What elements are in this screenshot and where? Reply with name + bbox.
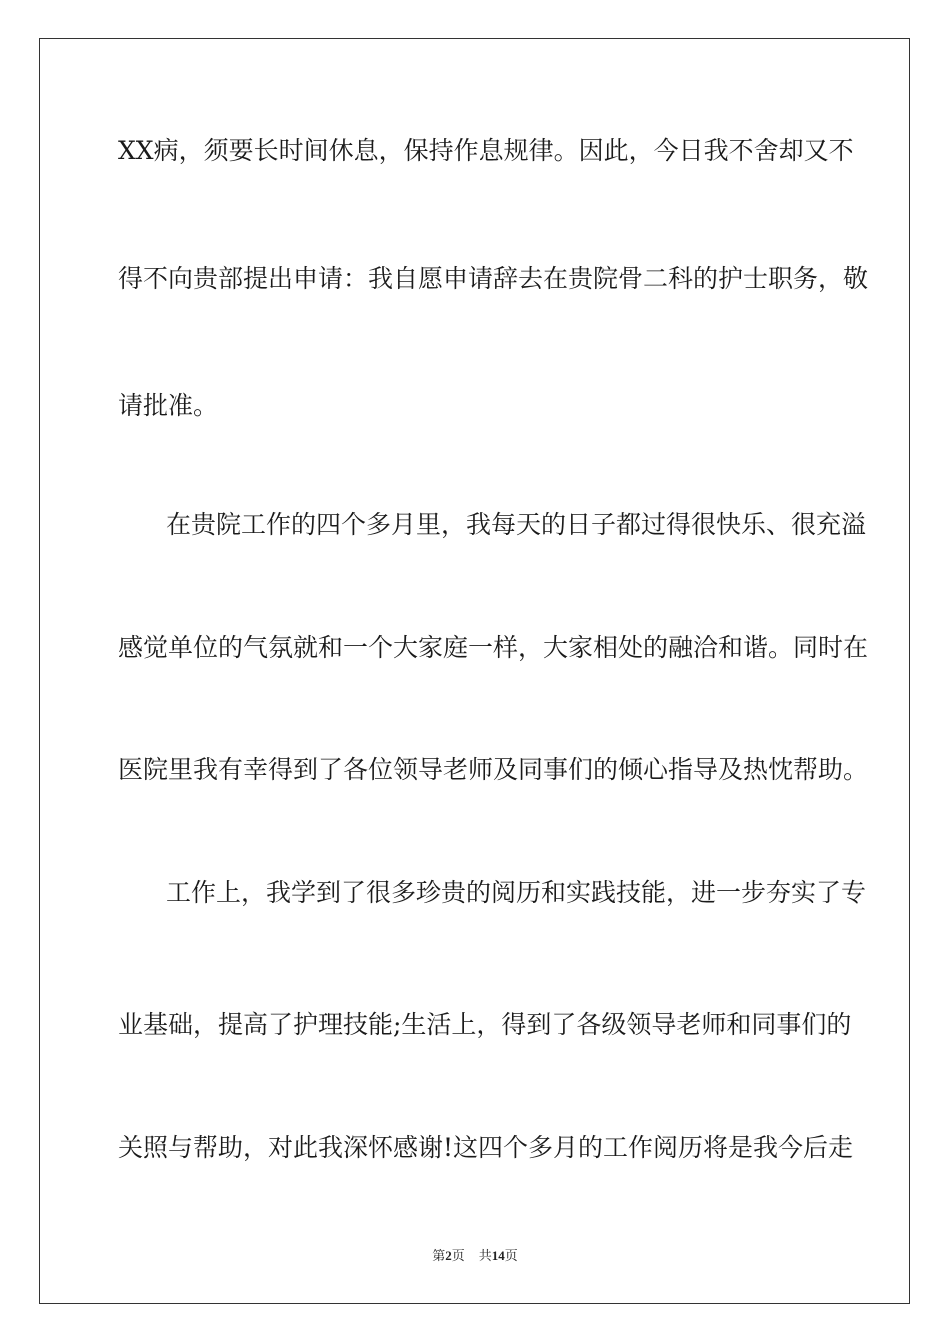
footer-page-suffix: 页 <box>451 1248 465 1263</box>
text-line-2: 得不向贵部提出申请：我自愿申请辞去在贵院骨二科的护士职务，敬 <box>118 264 869 293</box>
page-footer <box>0 1248 950 1264</box>
page-border <box>39 38 910 1304</box>
footer-page-number: 2 <box>445 1248 452 1263</box>
text-line-8: 业基础，提高了护理技能;生活上，得到了各级领导老师和同事们的 <box>118 1010 852 1039</box>
text-line-1: XX病，须要长时间休息，保持作息规律。因此，今日我不舍却又不 <box>118 136 854 165</box>
footer-total-suffix: 页 <box>504 1248 518 1263</box>
text-line-9: 关照与帮助，对此我深怀感谢!这四个多月的工作阅历将是我今后走 <box>118 1133 854 1162</box>
text-line-4: 在贵院工作的四个多月里，我每天的日子都过得很快乐、很充溢 <box>166 510 867 539</box>
text-line-5: 感觉单位的气氛就和一个大家庭一样，大家相处的融洽和谐。同时在 <box>118 633 869 662</box>
footer-total-pages: 14 <box>491 1248 505 1263</box>
footer-total-prefix: 共 <box>478 1248 492 1263</box>
text-line-6: 医院里我有幸得到了各位领导老师及同事们的倾心指导及热忱帮助。 <box>118 755 869 784</box>
footer-page-prefix: 第 <box>432 1248 446 1263</box>
text-line-7: 工作上，我学到了很多珍贵的阅历和实践技能，进一步夯实了专 <box>166 878 867 907</box>
text-line-3: 请批准。 <box>118 391 219 420</box>
